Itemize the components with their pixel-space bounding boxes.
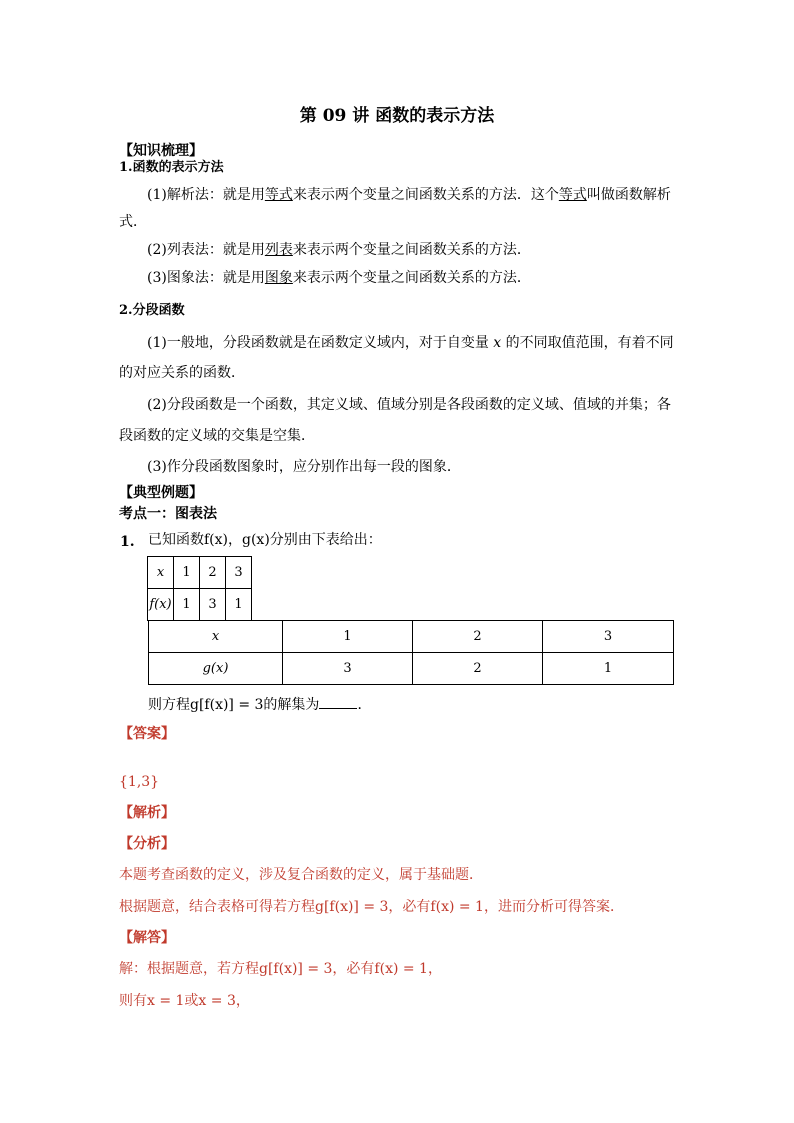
text: 的不同取值范围，有着不同 bbox=[501, 335, 674, 351]
table-cell: 3 bbox=[543, 621, 674, 653]
underlined-term: 等式 bbox=[558, 187, 587, 203]
table-cell: 1 bbox=[226, 589, 252, 621]
question-prompt bbox=[148, 696, 371, 712]
table-cell: 3 bbox=[200, 589, 226, 621]
table-cell: x bbox=[149, 621, 283, 653]
text: 叫做函数解析 bbox=[586, 187, 671, 203]
table-cell: 2 bbox=[413, 653, 543, 685]
text: ． bbox=[357, 697, 372, 713]
fenxi-line2: 根据题意，结合表格可得若方程g[f(x)] = 3，必有f(x) = 1，进而分析可得答案． bbox=[119, 899, 624, 915]
table-row bbox=[149, 653, 674, 685]
text: (1)一般地，分段函数就是在函数定义域内，对于自变量 bbox=[147, 335, 494, 351]
heading-piecewise: 2.分段函数 bbox=[119, 303, 185, 318]
answer-blank bbox=[319, 696, 357, 709]
section-examples-heading: 【典型例题】 bbox=[119, 485, 203, 501]
text: 来表示两个变量之间函数关系的方法． bbox=[292, 242, 531, 258]
page-title: 第 09 讲 函数的表示方法 bbox=[299, 106, 495, 126]
piecewise-point2-line2: 段函数的定义域的交集是空集． bbox=[119, 428, 315, 444]
table-row bbox=[148, 589, 252, 621]
table-cell: g(x) bbox=[149, 653, 283, 685]
underlined-term: 等式 bbox=[264, 187, 293, 203]
question-text: 已知函数f(x)，g(x)分别由下表给出： bbox=[148, 532, 382, 548]
answer-value: {1,3} bbox=[119, 774, 160, 790]
table-cell: f(x) bbox=[148, 589, 174, 621]
heading-representation: 1.函数的表示方法 bbox=[119, 160, 224, 175]
table-cell: 3 bbox=[226, 557, 252, 589]
table-cell: 2 bbox=[200, 557, 226, 589]
text: 来表示两个变量之间函数关系的方法．这个 bbox=[292, 187, 559, 203]
section-knowledge-heading: 【知识梳理】 bbox=[119, 143, 203, 159]
text: 则方程g[f(x)] = 3的解集为 bbox=[148, 697, 320, 713]
text: (1)解析法：就是用 bbox=[147, 187, 265, 203]
table-g bbox=[148, 620, 674, 685]
piecewise-point1-line2: 的对应关系的函数． bbox=[119, 365, 245, 381]
table-f bbox=[147, 556, 252, 621]
table-cell: 3 bbox=[283, 653, 413, 685]
table-row bbox=[148, 557, 252, 589]
underlined-term: 列表 bbox=[264, 242, 293, 258]
jieda-line2: 则有x = 1或x = 3， bbox=[119, 993, 250, 1009]
table-cell: 1 bbox=[283, 621, 413, 653]
text: 来表示两个变量之间函数关系的方法． bbox=[292, 270, 531, 286]
piecewise-point3: (3)作分段函数图象时，应分别作出每一段的图象． bbox=[147, 459, 461, 475]
underlined-term: 图象 bbox=[264, 270, 293, 286]
table-cell: 1 bbox=[174, 557, 200, 589]
piecewise-point1 bbox=[147, 336, 674, 350]
kaodian-heading: 考点一：图表法 bbox=[119, 506, 217, 522]
piecewise-point2: (2)分段函数是一个函数，其定义域、值域分别是各段函数的定义域、值域的并集；各 bbox=[147, 397, 671, 413]
fenxi-label: 【分析】 bbox=[119, 836, 175, 852]
table-cell: 2 bbox=[413, 621, 543, 653]
variable-x: x bbox=[493, 335, 502, 351]
table-cell: 1 bbox=[174, 589, 200, 621]
table-cell: x bbox=[148, 557, 174, 589]
table-row bbox=[149, 621, 674, 653]
table-cell: 1 bbox=[543, 653, 674, 685]
analytic-method-line2: 式． bbox=[119, 214, 147, 230]
jieda-label: 【解答】 bbox=[119, 930, 175, 946]
question-number: 1. bbox=[120, 534, 135, 550]
fenxi-line1: 本题考查函数的定义，涉及复合函数的定义，属于基础题． bbox=[119, 867, 483, 883]
graphical-method-line bbox=[147, 271, 531, 285]
jieda-line1: 解：根据题意，若方程g[f(x)] = 3，必有f(x) = 1， bbox=[119, 961, 442, 977]
text: (3)图象法：就是用 bbox=[147, 270, 265, 286]
text: (2)列表法：就是用 bbox=[147, 242, 265, 258]
analytic-method-line bbox=[147, 188, 671, 202]
tabular-method-line bbox=[147, 243, 531, 257]
answer-label: 【答案】 bbox=[119, 726, 175, 742]
jiexi-label: 【解析】 bbox=[119, 805, 175, 821]
